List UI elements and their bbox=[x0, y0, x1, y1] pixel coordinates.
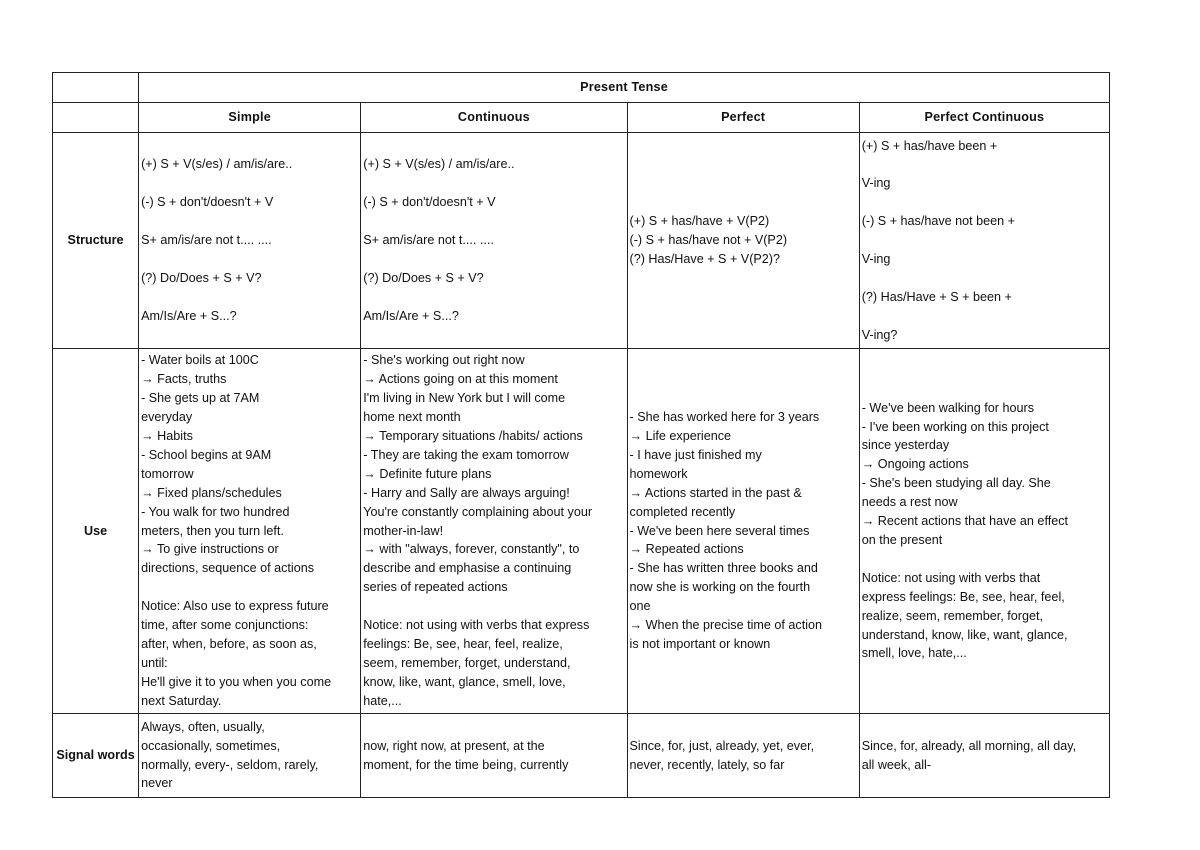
cell-line: meters, then you turn left. bbox=[141, 523, 284, 538]
cell-line: You're constantly complaining about your bbox=[363, 504, 593, 519]
cell-line: → Temporary situations /habits/ actions bbox=[363, 429, 583, 444]
cell-line: V-ing bbox=[861, 176, 891, 191]
cell-line: - We've been here several times bbox=[629, 523, 810, 538]
cell-line: everyday bbox=[141, 410, 193, 425]
cell-line: → To give instructions or bbox=[141, 542, 279, 557]
present-tense-table bbox=[52, 72, 1110, 798]
cell-line: (?) Has/Have + S + V(P2)? bbox=[629, 251, 781, 266]
cell-line: - They are taking the exam tomorrow bbox=[363, 447, 569, 462]
cell-line: → When the precise time of action bbox=[629, 618, 823, 633]
structure-perfect-continuous-cell bbox=[859, 133, 1109, 349]
cell-line: → Actions going on at this moment bbox=[363, 372, 558, 387]
cell-line: express feelings: Be, see, hear, feel, bbox=[861, 589, 1065, 604]
column-header-row bbox=[53, 103, 1110, 133]
cell-line: (-) S + don't/doesn't + V bbox=[141, 195, 274, 210]
cell-line bbox=[363, 212, 624, 231]
column-header-simple: Simple bbox=[139, 103, 361, 133]
cell-line: → Definite future plans bbox=[363, 466, 492, 481]
cell-line: never, recently, lately, so far bbox=[629, 757, 785, 772]
cell-line bbox=[862, 550, 1107, 569]
cell-line: one bbox=[629, 599, 651, 614]
cell-line: normally, every-, seldom, rarely, bbox=[141, 757, 319, 772]
cell-line: S+ am/is/are not t.... .... bbox=[363, 233, 494, 248]
cell-line: Always, often, usually, bbox=[141, 719, 265, 734]
cell-line: directions, sequence of actions bbox=[141, 561, 314, 576]
cell-line: - She's been studying all day. She bbox=[861, 476, 1051, 491]
cell-line: seem, remember, forget, understand, bbox=[363, 655, 571, 670]
structure-perfect-cell bbox=[627, 133, 859, 349]
row-label-structure: Structure bbox=[53, 133, 139, 349]
cell-line: needs a rest now bbox=[861, 495, 958, 510]
column-header-continuous: Continuous bbox=[361, 103, 627, 133]
cell-line bbox=[862, 193, 1107, 212]
title-row bbox=[53, 73, 1110, 103]
signal-perfect-cell bbox=[627, 714, 859, 798]
use-continuous-cell bbox=[361, 349, 627, 714]
corner-cell bbox=[53, 73, 139, 103]
cell-line: - I have just finished my bbox=[629, 447, 762, 462]
cell-line: (+) S + V(s/es) / am/is/are.. bbox=[363, 157, 515, 172]
cell-line: (-) S + has/have not been + bbox=[861, 214, 1016, 229]
cell-line: hate,... bbox=[363, 693, 402, 708]
use-simple-cell bbox=[139, 349, 361, 714]
cell-line: now she is working on the fourth bbox=[629, 580, 811, 595]
row-label-use: Use bbox=[53, 349, 139, 714]
cell-line bbox=[363, 288, 624, 307]
row-label-signal-words: Signal words bbox=[53, 714, 139, 798]
cell-line: Notice: Also use to express future bbox=[141, 599, 329, 614]
cell-line: after, when, before, as soon as, bbox=[141, 636, 317, 651]
cell-line: realize, seem, remember, forget, bbox=[861, 608, 1043, 623]
cell-line bbox=[862, 231, 1107, 250]
cell-line: - She's working out right now bbox=[363, 353, 525, 368]
cell-line: since yesterday bbox=[861, 438, 950, 453]
cell-line: mother-in-law! bbox=[363, 523, 444, 538]
signal-simple-cell bbox=[139, 714, 361, 798]
cell-line bbox=[363, 174, 624, 193]
cell-line bbox=[141, 288, 358, 307]
cell-line: moment, for the time being, currently bbox=[363, 757, 569, 772]
cell-line: now, right now, at present, at the bbox=[363, 738, 545, 753]
cell-line: V-ing? bbox=[861, 327, 898, 342]
cell-line: on the present bbox=[861, 533, 943, 547]
cell-line bbox=[141, 578, 358, 597]
cell-line: - You walk for two hundred bbox=[141, 504, 290, 519]
cell-line: Notice: not using with verbs that bbox=[861, 570, 1041, 585]
cell-line: Am/Is/Are + S...? bbox=[363, 308, 459, 323]
cell-line: feelings: Be, see, hear, feel, realize, bbox=[363, 636, 563, 651]
cell-line: S+ am/is/are not t.... .... bbox=[141, 233, 272, 248]
column-header-perfect: Perfect bbox=[627, 103, 859, 133]
cell-line: Notice: not using with verbs that express bbox=[363, 618, 590, 633]
structure-row bbox=[53, 133, 1110, 349]
cell-line: home next month bbox=[363, 410, 461, 425]
cell-line: until: bbox=[141, 655, 168, 670]
signal-perfect-continuous-cell bbox=[859, 714, 1109, 798]
cell-line: Since, for, just, already, yet, ever, bbox=[629, 738, 815, 753]
cell-line: - I've been working on this project bbox=[861, 419, 1049, 434]
signal-continuous-cell bbox=[361, 714, 627, 798]
cell-line: homework bbox=[629, 466, 688, 481]
cell-line: - She has worked here for 3 years bbox=[629, 410, 820, 425]
cell-line: (-) S + has/have not + V(P2) bbox=[629, 233, 788, 248]
cell-line bbox=[141, 250, 358, 269]
cell-line bbox=[363, 597, 624, 616]
cell-line: tomorrow bbox=[141, 466, 194, 481]
cell-line: describe and emphasise a continuing bbox=[363, 561, 572, 576]
cell-line: I'm living in New York but I will come bbox=[363, 391, 566, 406]
cell-line: (+) S + V(s/es) / am/is/are.. bbox=[141, 157, 293, 172]
cell-line: next Saturday. bbox=[141, 693, 222, 708]
cell-line bbox=[141, 174, 358, 193]
cell-line: - Water boils at 100C bbox=[141, 353, 259, 368]
cell-line: (+) S + has/have been + bbox=[861, 138, 998, 153]
cell-line: V-ing bbox=[861, 251, 891, 266]
cell-line: → Life experience bbox=[629, 429, 732, 444]
cell-line: understand, know, like, want, glance, bbox=[861, 627, 1068, 642]
cell-line: completed recently bbox=[629, 504, 736, 519]
cell-line: → Habits bbox=[141, 429, 193, 444]
cell-line bbox=[363, 250, 624, 269]
cell-line: → Fixed plans/schedules bbox=[141, 485, 282, 500]
cell-line bbox=[862, 155, 1107, 174]
structure-simple-cell bbox=[139, 133, 361, 349]
cell-line: - We've been walking for hours bbox=[861, 400, 1034, 415]
cell-line: smell, love, hate,... bbox=[861, 646, 967, 661]
signal-row bbox=[53, 714, 1110, 798]
cell-line bbox=[862, 307, 1107, 326]
cell-line: → Facts, truths bbox=[141, 372, 227, 387]
cell-line: is not important or known bbox=[629, 636, 771, 651]
structure-continuous-cell bbox=[361, 133, 627, 349]
cell-line: → Actions started in the past & bbox=[629, 485, 802, 500]
cell-line: series of repeated actions bbox=[363, 580, 508, 595]
table-title: Present Tense bbox=[139, 73, 1110, 103]
cell-line: → Repeated actions bbox=[629, 542, 744, 557]
cell-line: - She has written three books and bbox=[629, 561, 818, 576]
cell-line: - She gets up at 7AM bbox=[141, 391, 260, 406]
cell-line: → with "always, forever, constantly", to bbox=[363, 542, 580, 557]
cell-line: → Recent actions that have an effect bbox=[861, 514, 1069, 529]
cell-line: never bbox=[141, 776, 173, 791]
cell-line: Am/Is/Are + S...? bbox=[141, 308, 237, 323]
cell-line: Since, for, already, all morning, all day, bbox=[861, 738, 1077, 753]
cell-line: all week, all- bbox=[861, 757, 932, 772]
use-perfect-cell bbox=[627, 349, 859, 714]
cell-line: → Ongoing actions bbox=[861, 457, 969, 472]
corner-cell-2 bbox=[53, 103, 139, 133]
cell-line: occasionally, sometimes, bbox=[141, 738, 281, 753]
cell-line: (+) S + has/have + V(P2) bbox=[629, 214, 770, 229]
cell-line: (-) S + don't/doesn't + V bbox=[363, 195, 496, 210]
cell-line: (?) Do/Does + S + V? bbox=[363, 270, 484, 285]
cell-line bbox=[141, 212, 358, 231]
cell-line: (?) Has/Have + S + been + bbox=[861, 289, 1012, 304]
cell-line bbox=[862, 269, 1107, 288]
column-header-perfect-continuous: Perfect Continuous bbox=[859, 103, 1109, 133]
cell-line: He'll give it to you when you come bbox=[141, 674, 332, 689]
cell-line: know, like, want, glance, smell, love, bbox=[363, 674, 566, 689]
cell-line: time, after some conjunctions: bbox=[141, 618, 309, 633]
cell-line: - School begins at 9AM bbox=[141, 447, 272, 462]
cell-line: (?) Do/Does + S + V? bbox=[141, 270, 262, 285]
use-perfect-continuous-cell bbox=[859, 349, 1109, 714]
cell-line: - Harry and Sally are always arguing! bbox=[363, 485, 570, 500]
use-row bbox=[53, 349, 1110, 714]
